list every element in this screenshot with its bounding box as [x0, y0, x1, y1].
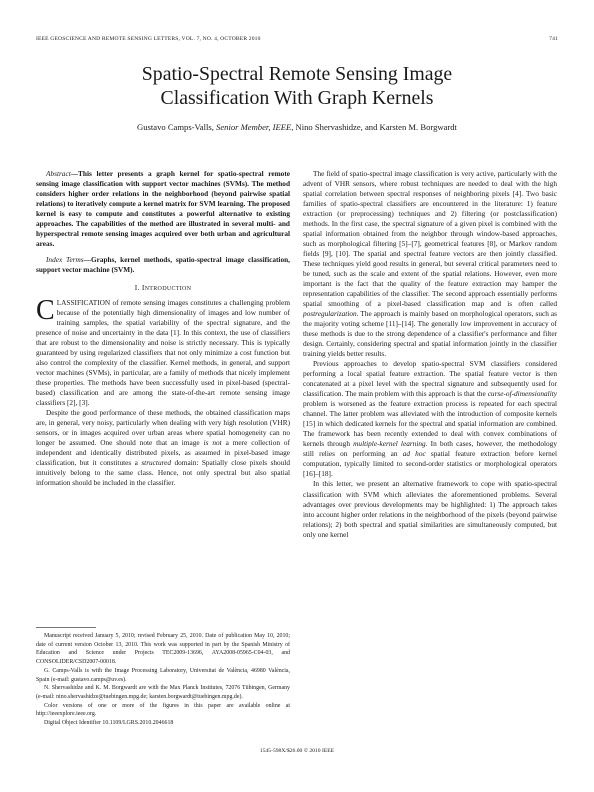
copyright-footer: 1545-598X/$26.00 © 2010 IEEE	[259, 748, 335, 754]
index-terms-text: —Graphs, kernel methods, spatio-spectral image classification, support vector machine (SVM).	[36, 255, 290, 275]
index-terms-label: Index Terms	[46, 255, 84, 265]
abstract	[36, 169, 290, 249]
right-paragraph-2: Previous approaches to develop spatio-spectral SVM classifiers considered performing a local spatial feature extraction. The spatial feature vector is then concatenated at a pixel level with the spectral signature and subsequently used for classification. The main problem with this approach is that the curse-of-dimensionality problem is worsened as the feature extraction process is repeated for each spectral channel. The latter problem was alleviated with the introduction of composite kernels [15] in which dedicated kernels for the spectral and spatial information are combined. The framework has been recently extended to deal with convex combinations of kernels through multiple-kernel learning. In both cases, however, the methodology still relies on performing an ad hoc spatial feature extraction before kernel computation, typically limited to second-order statistics or morphological operators [16]–[18].	[303, 359, 557, 479]
footnote-manuscript: Manuscript received January 5, 2010; revised February 25, 2010. Date of publication May 10, 2010; date of current version October 13, 2010. This work was supported in part by the Spanish Ministry of Education and Science under Projects TEC2009-13696, AYA2008-05965-C04-03, and CONSOLIDER/CSD2007-00018.	[36, 633, 290, 666]
author-1-role: Senior Member, IEEE	[216, 122, 292, 132]
paper-title	[36, 62, 558, 110]
journal-name: IEEE GEOSCIENCE AND REMOTE SENSING LETTERS, VOL. 7, NO. 4, OCTOBER 2010	[36, 36, 261, 42]
footnote-color: Color versions of one or more of the figures in this paper are available online at http://ieeexplore.ieee.org.	[36, 702, 290, 718]
left-column	[36, 169, 290, 488]
intro-paragraph-1: CLASSIFICATION of remote sensing images constitutes a challenging problem because of the potentially high dimensionality of images and low number of training samples, the spatial variability of the spectral signature, and the presence of noise and uncertainty in the data [1]. In this context, the use of classifiers that are robust to the dimensionality and noise is strictly necessary. This is typically guaranteed by using regularized classifiers that not only minimize a cost function but also control the complexity of the classifier. Kernel methods, in general, and support vector machines (SVMs), in particular, are a family of methods that nicely implement these properties. The methods have been successfully used in pixel-based (spectral-based) classification and are among the state-of-the-art remote sensing image classifiers [2], [3].	[36, 295, 290, 408]
title-line-1: Spatio-Spectral Remote Sensing Image	[141, 63, 453, 85]
drop-cap: C	[36, 295, 55, 327]
title-line-2: Classification With Graph Kernels	[160, 87, 434, 109]
right-paragraph-3: In this letter, we present an alternative framework to cope with spatio-spectral classification with SVM which alleviates the aforementioned problems. Several advantages over previous developments may be highlighted: 1) The approach takes into account higher order relations in the neighborhood of the pixels (beyond pairwise relations); 2) both spectral and spatial similarities are simultaneously computed, but only one kernel	[303, 479, 557, 539]
right-column	[303, 169, 557, 540]
index-terms	[36, 255, 290, 275]
footnote-author-1: G. Camps-Valls is with the Image Processing Laboratory, Universitat de València, 46980 València, Spain (e-mail: gustavo.camps@uv.es).	[36, 667, 290, 683]
right-paragraph-1: The field of spatio-spectral image classification is very active, particularly with the advent of VHR sensors, where robust techniques are needed to deal with the high spatial correlation between spectral responses of neighboring pixels [4]. Two basic families of spatio-spectral classifiers are encountered in the literature: 1) feature extraction (or preprocessing) techniques and 2) filtering (or postclassification) methods. In the first case, the spectral signature of a given pixel is combined with the spatial information obtained from the neighbor through window-based approaches, such as morphological filtering [5]–[7], geometrical features [8], or Markov random fields [9], [10]. The spatial and spectral feature vectors are then jointly classified. These techniques yield good results in general, but several critical parameters need to be tuned, such as the scale and extent of the spatial relations. However, even more important is the fact that the quality of the feature extraction may hamper the representation capabilities of the classifier. The second approach essentially performs spatial smoothing of a pixel-based classification map and is often called postregularization. The approach is mainly based on morphological operators, such as the majority voting scheme [11]–[14]. The generally low improvement in accuracy of these methods is due to the strong dependence of a classifier's performance and filter design. Certainly, considering spectral and spatial information jointly in the classifier training yields better results.	[303, 169, 557, 359]
author-1: Gustavo Camps-Valls,	[137, 122, 217, 132]
footnote-doi: Digital Object Identifier 10.1109/LGRS.2010.2046618	[44, 720, 174, 727]
author-rest: , Nino Shervashidze, and Karsten M. Borgwardt	[291, 122, 457, 132]
intro-paragraph-2: Despite the good performance of these methods, the obtained classification maps are, in general, very noisy, particularly when dealing with very high resolution (VHR) sensors, or in images acquired over urban areas where spatial homogeneity can no longer be assumed. One should note that an image is not a mere collection of independent and identically distributed pixels, as assumed in pixel-based image classification, but it constitutes a structured domain: Spatially close pixels should intuitively belong to the same class. Hence, not only spectral but also spatial information should be included in the classifier.	[36, 408, 291, 488]
footnote-block	[36, 627, 290, 728]
author-list	[36, 122, 558, 132]
section-heading-introduction: I. INTRODUCTION	[134, 283, 192, 293]
footnote-rule	[36, 627, 96, 628]
footnote-authors-2-3: N. Shervashidze and K. M. Borgwardt are with the Max Planck Institutes, 72076 Tübingen, Germany (e-mail: nino.shervashidze@tuebingen.mpg.de; karsten.borgwardt@tuebingen.mpg.de).	[36, 685, 290, 700]
page-number: 741	[549, 36, 558, 42]
abstract-label: Abstract	[46, 169, 71, 178]
running-header	[36, 36, 558, 46]
abstract-text: —This letter presents a graph kernel for spatio-spectral remote sensing image classification with support vector machines (SVMs). The method considers higher order relations in the neighborhood (beyond pairwise spatial relations) to iteratively compute a kernel matrix for SVM learning. The proposed kernel is easy to compute and constitutes a powerful alternative to existing approaches. The capabilities of the method are illustrated in several multi- and hyperspectral remote sensing images acquired over both urban and agricultural areas.	[36, 169, 290, 249]
